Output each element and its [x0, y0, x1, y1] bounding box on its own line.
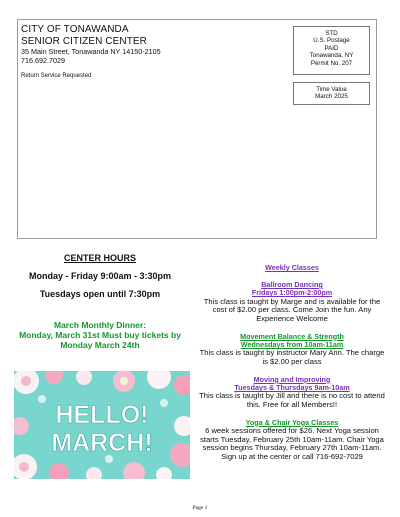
tuesday-hours: Tuesdays open until 7:30pm: [39, 289, 161, 299]
center-info-column: [0, 253, 200, 350]
time-value-date: March 2025: [315, 93, 348, 101]
march-text: MARCH!: [51, 429, 153, 457]
class-item: [198, 333, 386, 367]
class-item: [198, 419, 386, 462]
hello-march-artwork: [14, 371, 190, 479]
org-address: 35 Main Street, Tonawanda NY 14150-2105: [21, 47, 161, 56]
class-title: Ballroom Dancing: [261, 280, 323, 289]
dinner-line1: March Monthly Dinner:: [53, 320, 147, 330]
dinner-line3: Monday March 24th: [60, 339, 140, 350]
center-hours-title: CENTER HOURS: [63, 253, 136, 263]
weekly-classes-column: [198, 263, 386, 462]
class-description: 6 week sessions offered for $26. Next Yoga session starts Tuesday, February 25th 10am-11am. Chair Yoga session begins Thursday, February 27th 10am-11am. Sign up at the center or call 716-692-7029: [200, 426, 384, 462]
dinner-line2: Monday, March 31st Must buy tickets by: [19, 329, 181, 340]
org-name-line2: SENIOR CITIZEN CENTER: [21, 35, 147, 47]
hello-march-image: [14, 371, 190, 479]
postage-line: STD: [325, 30, 338, 37]
weekly-classes-heading: Weekly Classes: [265, 263, 319, 272]
postage-line: Permit No. 207: [310, 59, 353, 67]
weekday-hours: Monday - Friday 9:00am - 3:30pm: [28, 271, 172, 281]
class-description: This class is taught by Marge and is available for the cost of $2.00 per class. Come Join the fun. Any Experience Welcome: [203, 296, 381, 323]
sender-block: [21, 24, 161, 66]
page-number: Page 1: [192, 505, 208, 511]
class-schedule: Tuesdays & Thursdays 9am-10am: [234, 383, 350, 392]
hello-text: HELLO!: [55, 401, 149, 429]
postage-line: PAID: [324, 44, 339, 52]
class-title: Movement Balance & Strength: [240, 331, 344, 341]
class-item: [198, 281, 386, 324]
org-name-line1: CITY OF TONAWANDA: [21, 24, 129, 35]
class-schedule: Wednesdays from 10am-11am: [240, 340, 344, 349]
postage-line: U.S. Postage: [313, 37, 350, 45]
time-value-box: [293, 82, 370, 105]
class-description: This class is taught by Jill and there is no cost to attend this. Free for all Members!!: [199, 391, 385, 409]
class-description: This class is taught by instructor Mary Ann. The charge is $2.00 per class: [199, 348, 385, 366]
return-service-note: Return Service Requested: [21, 73, 92, 79]
class-item: [198, 376, 386, 410]
mailing-panel: [17, 19, 377, 239]
class-schedule: Fridays 1:00pm-2:00pm: [251, 288, 333, 298]
class-title: Yoga & Chair Yoga Classes: [245, 417, 339, 427]
class-title: Moving and Improving: [253, 374, 331, 384]
time-value-label: Time Value: [316, 86, 347, 93]
postage-indicia: [293, 26, 370, 75]
postage-line: Tonawanda, NY: [309, 52, 354, 60]
monthly-dinner-notice: [0, 321, 200, 350]
org-phone: 716.692.7029: [21, 56, 65, 66]
